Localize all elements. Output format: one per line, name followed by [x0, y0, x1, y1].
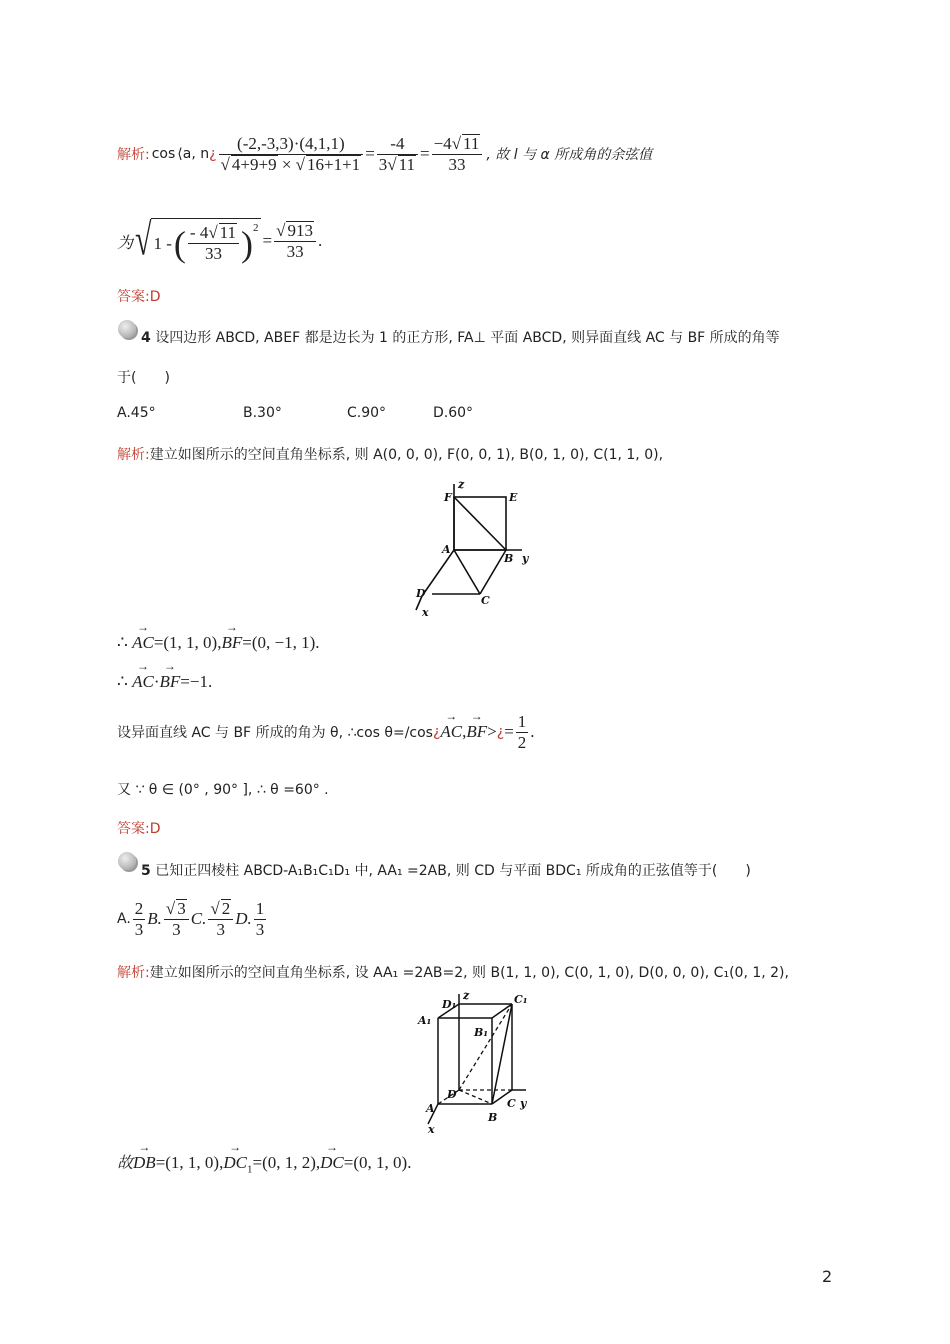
- fraction-1-numerator: (-2,-3,3)·(4,1,1): [219, 134, 364, 155]
- sol4-eq1: [117, 633, 320, 653]
- numerator: 1: [255, 898, 265, 918]
- option-a-label: A.: [117, 911, 131, 927]
- option-c: C.90°: [347, 405, 387, 421]
- denominator: 3: [134, 919, 144, 939]
- sol4-eq2: [117, 672, 212, 692]
- fraction-2: [377, 134, 418, 175]
- result-denominator: 33: [286, 241, 304, 261]
- equals: =: [504, 722, 514, 741]
- label-x: x: [428, 1123, 435, 1136]
- hidden-db: [459, 1090, 492, 1104]
- line-ac: [454, 550, 480, 594]
- fraction-3-numerator: −4√ 11: [432, 134, 483, 155]
- inner-numerator: - 4√ 11: [188, 223, 239, 244]
- option-a-fraction: [133, 899, 146, 940]
- coef: 3: [378, 154, 388, 174]
- label-d: D: [416, 587, 426, 600]
- wei-text: 为: [117, 232, 134, 252]
- inner-denominator: 33: [204, 244, 222, 263]
- gu-text: 故: [117, 1153, 134, 1172]
- radicand: 11: [398, 154, 415, 174]
- label-e: E: [509, 491, 518, 504]
- label-f: F: [444, 491, 452, 504]
- option-d: D.60°: [433, 405, 474, 421]
- half-fraction: [516, 712, 529, 753]
- figure-prism-2: [414, 990, 534, 1136]
- x-axis-segment: [422, 550, 454, 596]
- angle-text: 设异面直线 AC 与 BF 所成的角为 θ, ∴cos θ=/cos: [117, 725, 433, 741]
- fraction-3: [432, 134, 483, 175]
- numerator: √ 2: [208, 899, 233, 920]
- solution-label: 解析:: [117, 447, 150, 463]
- coef: −4: [433, 133, 452, 153]
- line-fb: [454, 497, 506, 550]
- solution-text: 建立如图所示的空间直角坐标系, 则 A(0, 0, 0), F(0, 0, 1), B(0, 1, 0), C(1, 1, 0),: [149, 447, 664, 463]
- label-y: y: [522, 552, 529, 565]
- line-bc1: [492, 1004, 512, 1104]
- label-c1: C₁: [514, 993, 528, 1006]
- result-numerator: √ 913: [274, 221, 316, 242]
- label-a: A: [426, 1102, 435, 1115]
- period: .: [317, 231, 323, 250]
- label-d1: D₁: [442, 998, 457, 1011]
- q5-options: [117, 896, 268, 942]
- denominator: 3: [255, 919, 265, 939]
- radicand-b: 16+1+1: [307, 154, 361, 174]
- vector-dc: → DC: [320, 1153, 344, 1173]
- radicand: 2: [221, 898, 231, 918]
- denominator: 3: [216, 919, 226, 939]
- denominator: 2: [517, 732, 527, 752]
- option-d-label: D.: [235, 909, 252, 928]
- dot: ·: [153, 672, 160, 691]
- vector-db: → DB: [133, 1153, 156, 1173]
- fraction-3-denominator: 33: [448, 154, 466, 174]
- one-minus: 1 -: [153, 233, 172, 253]
- radicand-a: 4+9+9: [231, 154, 277, 174]
- vector-ac: → AC: [132, 672, 154, 692]
- page-number: 2: [822, 1267, 833, 1286]
- q4-line2: 于( ): [117, 370, 170, 386]
- cos-text: cos: [151, 146, 176, 162]
- vector-bf: → BF: [159, 672, 180, 692]
- denominator: 3: [172, 919, 181, 939]
- fraction-1: [219, 134, 364, 175]
- eq-dc1: =(0, 1, 2),: [252, 1153, 321, 1172]
- sol4-intro: [117, 444, 663, 464]
- answer-label: 答案:: [117, 821, 150, 837]
- option-c-label: C.: [190, 909, 207, 928]
- vector-bf: → BF: [221, 633, 242, 653]
- radicand: 3: [177, 898, 186, 918]
- vector-ac: → AC: [440, 722, 462, 742]
- period: .: [530, 722, 535, 741]
- therefore: ∴: [117, 633, 128, 652]
- option-b-fraction: [164, 899, 189, 940]
- option-d-fraction: [254, 899, 267, 940]
- option-c-fraction: [208, 899, 233, 940]
- numerator: √ 3: [164, 899, 189, 920]
- label-d: D: [447, 1088, 457, 1101]
- inner-fraction: [188, 223, 239, 264]
- radicand: 11: [463, 133, 480, 153]
- coef: - 4: [189, 223, 209, 242]
- vector-bf: → BF: [466, 722, 487, 742]
- sol4-angle-line: [117, 710, 535, 754]
- answer-value: D: [149, 289, 161, 305]
- glyph: ¿: [432, 724, 441, 740]
- radicand: 913: [287, 220, 313, 240]
- question-bullet-icon: [118, 320, 136, 338]
- result-fraction: [274, 221, 316, 262]
- solution-label: 解析:: [117, 965, 150, 981]
- eq-dc: =(0, 1, 0).: [343, 1153, 412, 1172]
- line-cb: [480, 550, 506, 594]
- exponent: 2: [253, 221, 259, 234]
- option-b-label: B.: [147, 909, 162, 928]
- eq-db: =(1, 1, 0),: [155, 1153, 224, 1172]
- glyph: ¿: [209, 146, 217, 162]
- question-number: 5: [141, 863, 151, 879]
- vector-ac: → AC: [132, 633, 154, 653]
- label-c: C: [481, 594, 490, 607]
- option-a: A.45°: [117, 405, 156, 421]
- label-b1: B₁: [474, 1026, 489, 1039]
- eq-ac: =(1, 1, 0),: [153, 633, 222, 652]
- numerator: 1: [517, 711, 527, 731]
- q4-options: [117, 405, 473, 421]
- q5-line: [141, 860, 751, 880]
- label-y: y: [520, 1097, 527, 1110]
- label-c: C: [507, 1097, 516, 1110]
- big-radicand: 1 - ( $\frac{- 4√ 11}{33}$ ) $^2$: [151, 218, 260, 265]
- label-z: z: [458, 478, 465, 491]
- sol3-tail: , 故 l 与 α 所成角的余弦值: [486, 147, 653, 163]
- answer-value: D: [149, 821, 161, 837]
- vector-dc1: → DC: [223, 1153, 247, 1173]
- label-x: x: [422, 606, 429, 619]
- answer-4: [117, 818, 161, 838]
- fraction-2-denominator: 3√ 11: [378, 154, 415, 174]
- answer-label: 答案:: [117, 289, 150, 305]
- therefore: ∴: [117, 672, 128, 691]
- comma: ,: [462, 722, 467, 741]
- fraction-2-numerator: -4: [377, 134, 418, 155]
- angle-open-text: ⟨a, n: [177, 146, 210, 162]
- option-b: B.30°: [243, 405, 282, 421]
- answer-3: [117, 286, 161, 306]
- sol3-line2: 为 √ 1 - ( $\frac{- 4√ 11}{33}$ ) $^2$ = $\frac{√ 913}{33}$ .: [117, 215, 323, 265]
- radicand: 11: [219, 223, 237, 242]
- glyph: ¿: [496, 724, 505, 740]
- solution-text: 建立如图所示的空间直角坐标系, 设 AA₁ =2AB=2, 则 B(1, 1, 0), C(0, 1, 0), D(0, 0, 0), C₁(0, 1, 2),: [149, 965, 789, 981]
- label-z: z: [463, 990, 470, 1002]
- sol4-conclusion: 又 ∵ θ ∈ (0° , 90° ], ∴ θ =60° .: [117, 782, 329, 798]
- question-text: 已知正四棱柱 ABCD-A₁B₁C₁D₁ 中, AA₁ =2AB, 则 CD 与平面 BDC₁ 所成角的正弦值等于( ): [155, 863, 751, 879]
- eq-bf: =(0, −1, 1).: [242, 633, 320, 652]
- sol3-line1: 解析: cos ⟨a, n ¿ $\frac{(-2,-3,3)\cdot(4,1,1)}{√ 4+9+9 \times √ 16+1+1}$ = $\frac{-4}{3√ 11}$ = $\frac{-4√ 11}{33}$ , 故 l 与 α 所成角的余弦值: [117, 133, 653, 174]
- label-b: B: [488, 1111, 498, 1124]
- figure-cube-1: [410, 478, 540, 620]
- label-a: A: [442, 543, 451, 556]
- solution-label: 解析:: [117, 147, 150, 163]
- question-bullet-icon: [118, 852, 136, 870]
- numerator: 2: [134, 898, 144, 918]
- label-b: B: [504, 552, 514, 565]
- q4-line1: [141, 327, 780, 347]
- angle-close: >: [487, 722, 497, 741]
- sol5-vectors: [117, 1150, 411, 1175]
- sol5-intro: [117, 962, 789, 982]
- fraction-1-denominator: √ 4+9+9 × √ 16+1+1: [220, 154, 361, 174]
- label-a1: A₁: [418, 1014, 432, 1027]
- question-number: 4: [141, 330, 151, 346]
- subscript: 1: [246, 1163, 253, 1176]
- eq-result: =−1.: [180, 672, 213, 691]
- question-text: 设四边形 ABCD, ABEF 都是边长为 1 的正方形, FA⊥ 平面 ABCD, 则异面直线 AC 与 BF 所成的角等: [155, 330, 780, 346]
